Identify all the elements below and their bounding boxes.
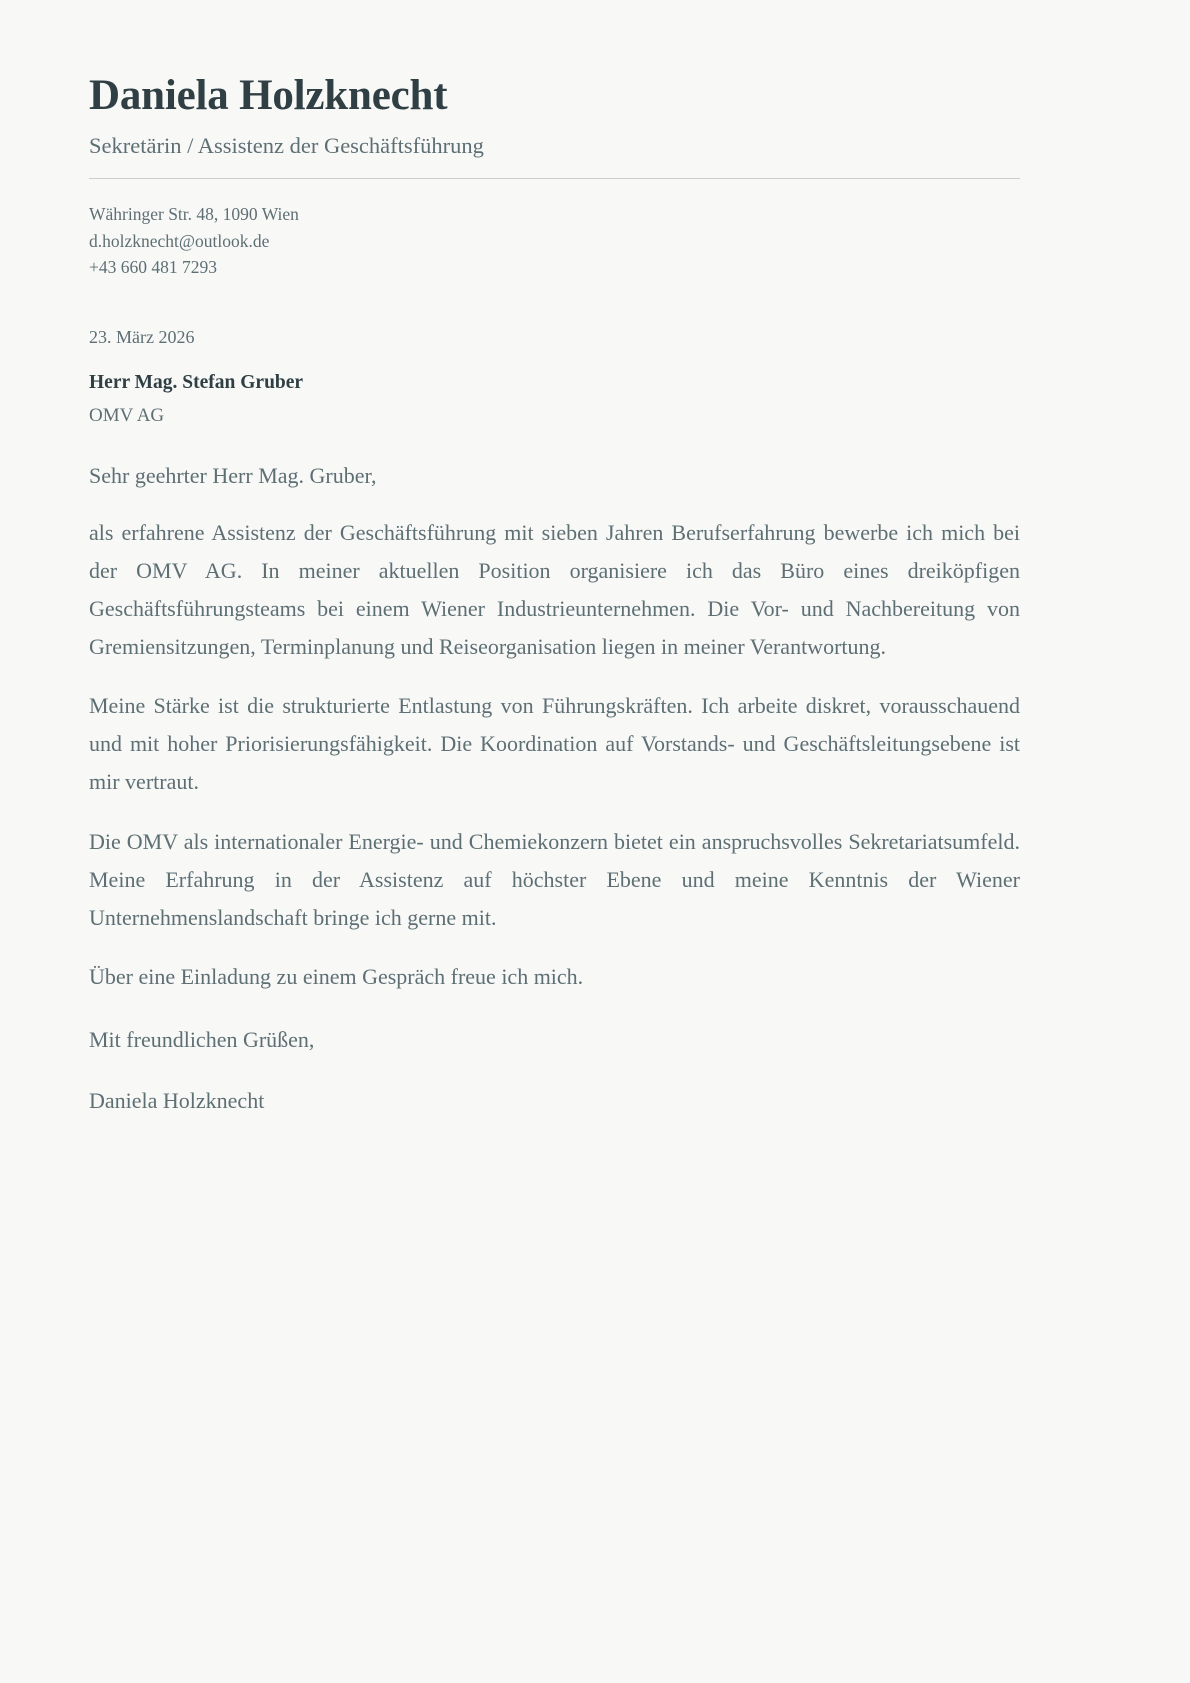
recipient-organization: OMV AG — [89, 404, 165, 426]
header-divider — [89, 178, 1020, 179]
letter-date: 23. März 2026 — [89, 327, 195, 348]
contact-address: Währinger Str. 48, 1090 Wien — [89, 204, 299, 225]
signature-name: Daniela Holzknecht — [89, 1088, 265, 1114]
job-title: Sekretärin / Assistenz der Geschäftsführung — [89, 133, 484, 159]
body-paragraph: als erfahrene Assistenz der Geschäftsführung mit sieben Jahren Berufserfahrung bewerbe ich mich bei der OMV AG. In meiner aktuellen Position organisiere ich das Büro eines dreiköpfigen Geschäftsführungsteams bei einem Wiener Industrieunternehmen. Die Vor- und Nachbereitung von Gremiensitzungen, Terminplanung und Reiseorganisation liegen in meiner Verantwortung. — [89, 520, 1020, 659]
body-paragraph: Über eine Einladung zu einem Gespräch freue ich mich. — [89, 964, 584, 990]
body-paragraph: Meine Stärke ist die strukturierte Entlastung von Führungskräften. Ich arbeite diskret, vorausschauend und mit hoher Priorisierungsfähigkeit. Die Koordination auf Vorstands- und Geschäftsleitungsebene ist mir vertraut. — [89, 693, 1020, 795]
contact-phone: +43 660 481 7293 — [89, 257, 217, 278]
letter-content — [89, 72, 1020, 1119]
salutation: Sehr geehrter Herr Mag. Gruber, — [89, 463, 377, 489]
contact-email: d.holzknecht@outlook.de — [89, 230, 270, 251]
recipient-name: Herr Mag. Stefan Gruber — [89, 372, 304, 394]
page-title: Daniela Holzknecht — [89, 72, 448, 119]
body-paragraph: Die OMV als internationaler Energie- und Chemiekonzern bietet ein anspruchsvolles Sekretariatsumfeld. Meine Erfahrung in der Assistenz auf höchster Ebene und meine Kenntnis der Wiener Unternehmenslandschaft bringe ich gerne mit. — [89, 828, 1020, 930]
closing-phrase: Mit freundlichen Grüßen, — [89, 1027, 315, 1053]
